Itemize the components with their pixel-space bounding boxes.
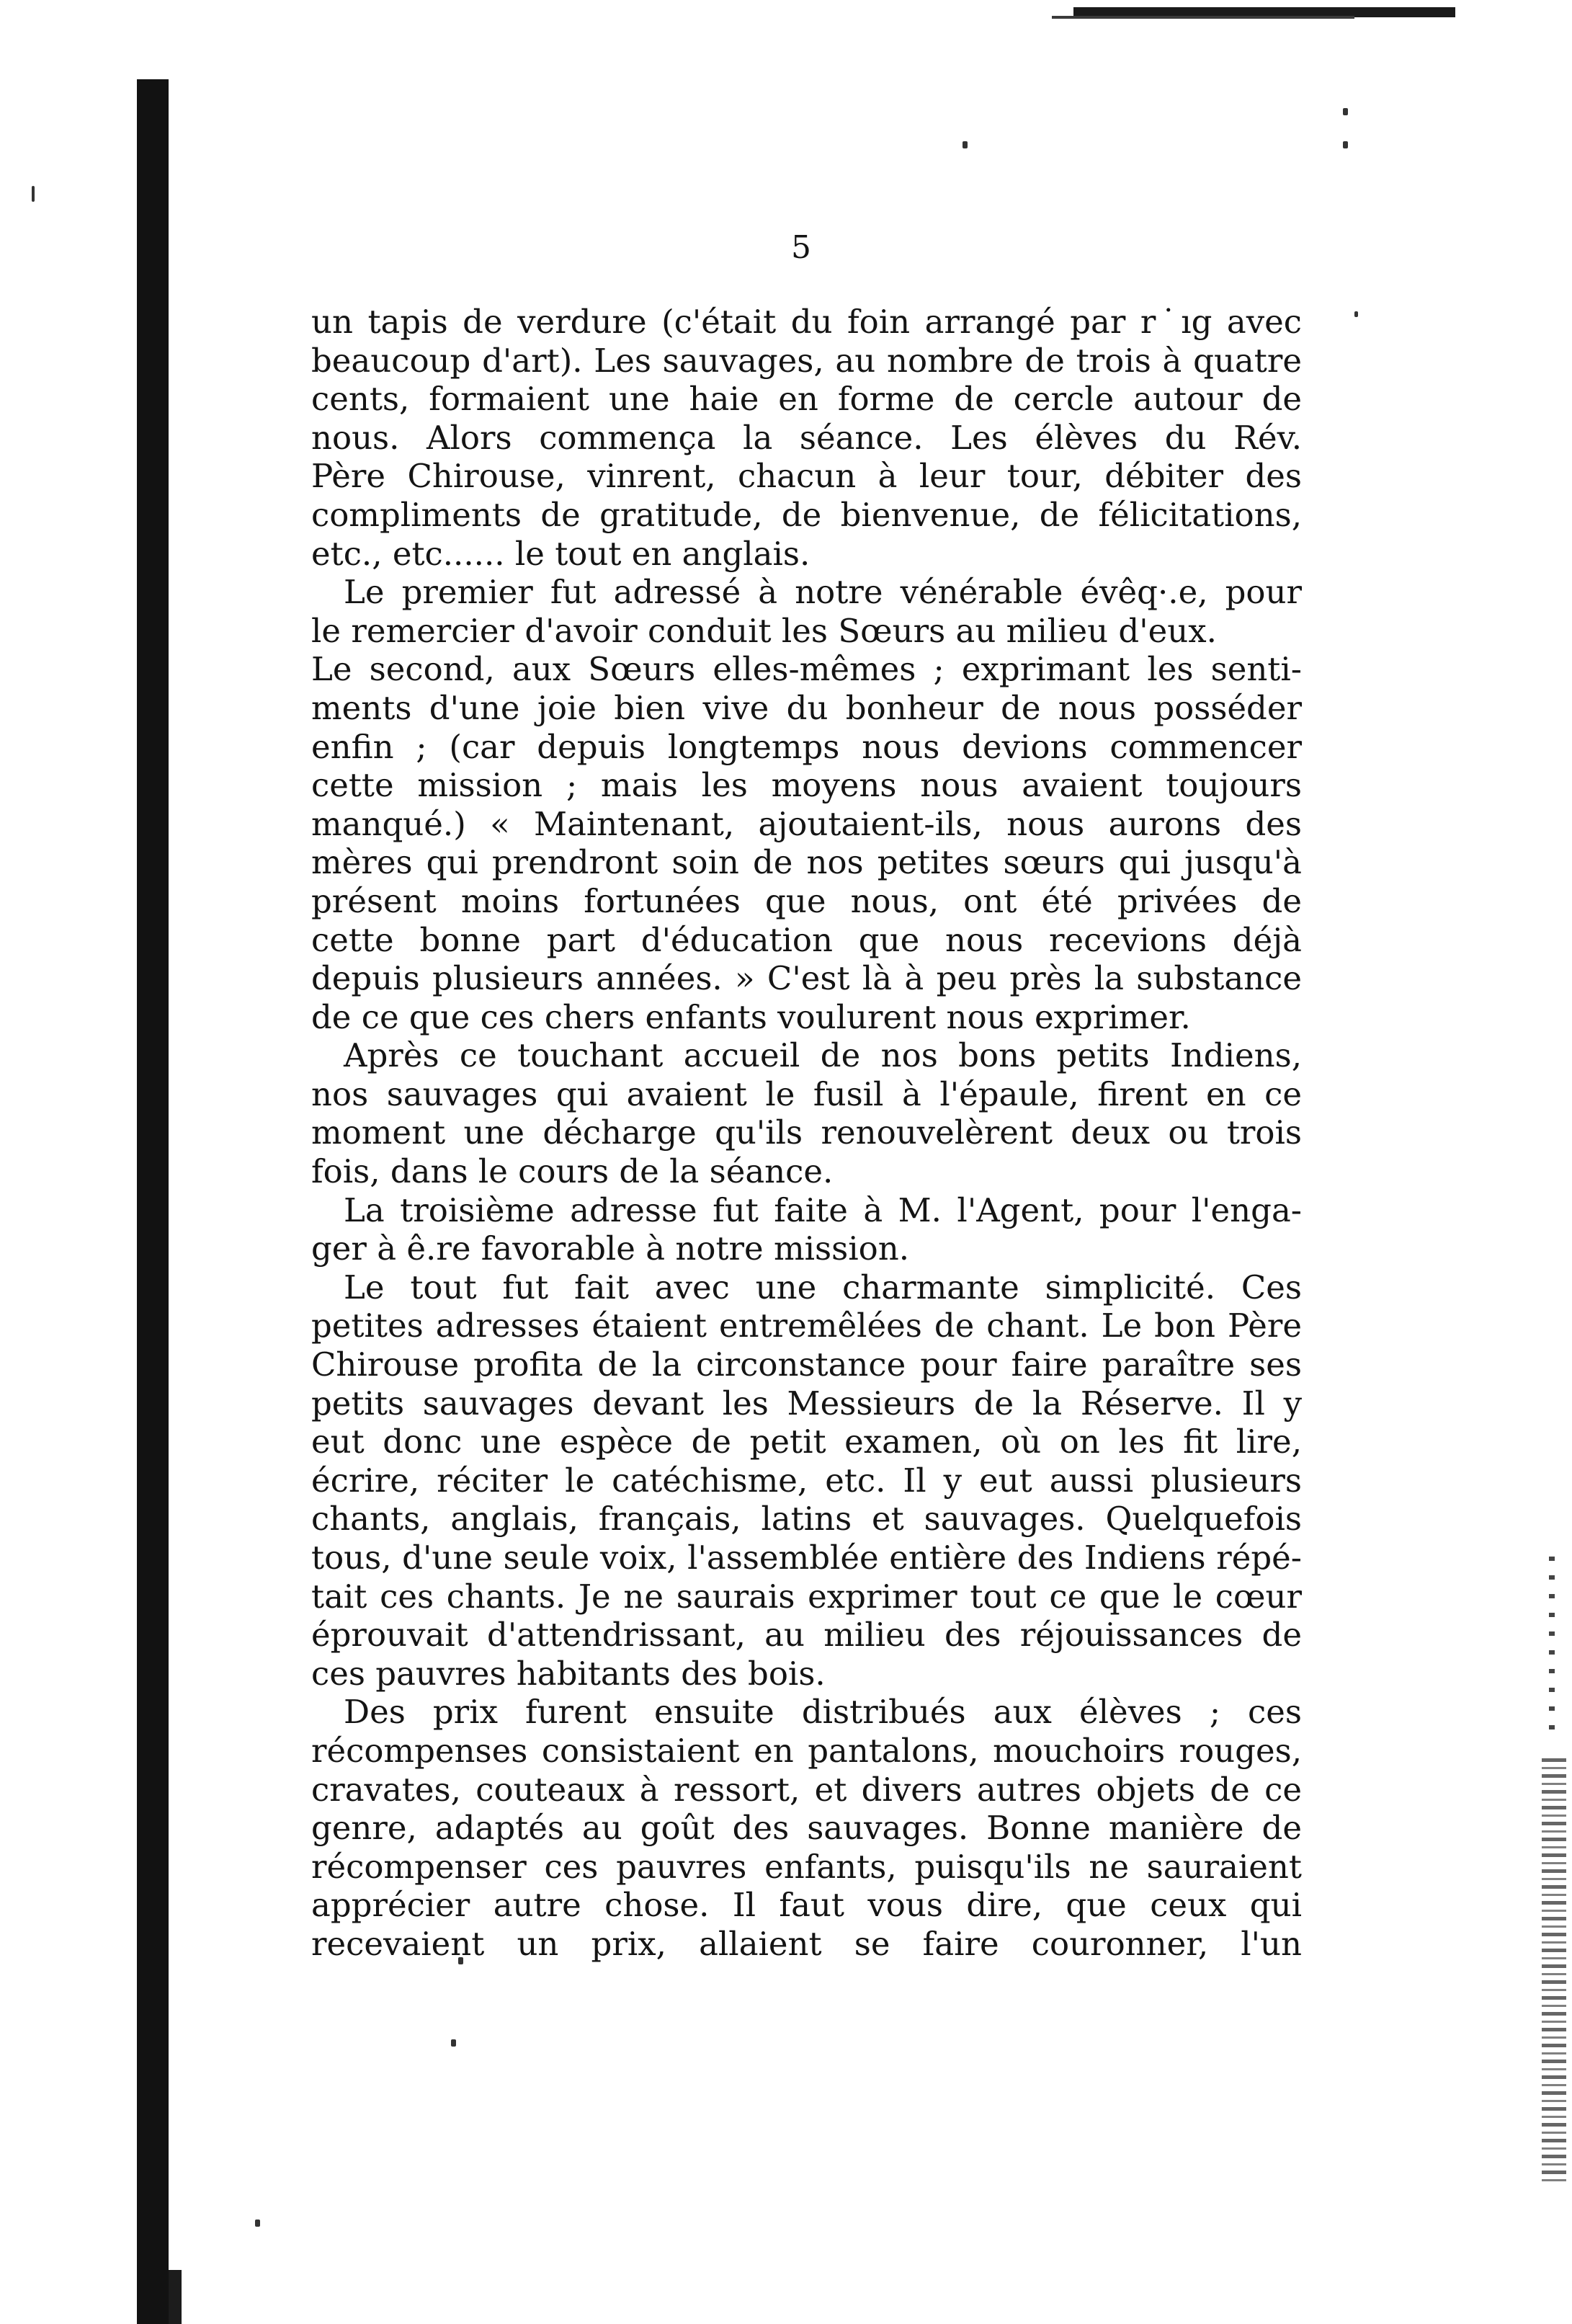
text-line: écrire, réciter le catéchisme, etc. Il y eut aussi plusieurs bbox=[311, 1461, 1302, 1500]
text-line: Des prix furent ensuite distribués aux élèves ; ces bbox=[344, 1693, 1302, 1732]
text-line: mères qui prendront soin de nos petites sœurs qui jusqu'à bbox=[311, 843, 1302, 882]
text-line: de ce que ces chers enfants voulurent nous exprimer. bbox=[311, 997, 1191, 1036]
text-line: cents, formaient une haie en forme de cercle autour de bbox=[311, 380, 1302, 419]
text-line: eut donc une espèce de petit examen, où on les fit lire, bbox=[311, 1423, 1302, 1461]
text-line: tait ces chants. Je ne saurais exprimer tout ce que le cœur bbox=[311, 1577, 1302, 1616]
text-line: cette bonne part d'éducation que nous recevions déjà bbox=[311, 920, 1302, 959]
scan-binding-shadow bbox=[137, 79, 169, 2324]
scan-speck bbox=[963, 141, 968, 148]
text-line: Après ce touchant accueil de nos bons petits Indiens, bbox=[344, 1036, 1302, 1075]
text-line: depuis plusieurs années. » C'est là à peu près la substance bbox=[311, 959, 1302, 998]
scan-speck bbox=[255, 2220, 260, 2227]
text-line: tous, d'une seule voix, l'assemblée entière des Indiens répé- bbox=[311, 1539, 1302, 1577]
text-line: un tapis de verdure (c'était du foin arrangé par r˙ıg avec bbox=[311, 303, 1302, 341]
text-line: Le second, aux Sœurs elles-mêmes ; exprimant les senti- bbox=[311, 650, 1302, 689]
page-number: 5 bbox=[791, 229, 811, 266]
text-line: apprécier autre chose. Il faut vous dire, que ceux qui bbox=[311, 1886, 1302, 1925]
text-line: La troisième adresse fut faite à M. l'Agent, pour l'enga- bbox=[344, 1190, 1302, 1229]
text-line: nous. Alors commença la séance. Les élèves du Rév. bbox=[311, 418, 1302, 457]
text-line: moment une décharge qu'ils renouvelèrent deux ou trois bbox=[311, 1113, 1302, 1152]
text-line: ger à ê.re favorable à notre mission. bbox=[311, 1229, 909, 1268]
text-line: récompenses consistaient en pantalons, mouchoirs rouges, bbox=[311, 1731, 1302, 1770]
scan-binding-shadow-edge bbox=[169, 2270, 182, 2324]
text-line: beaucoup d'art). Les sauvages, au nombre de trois à quatre bbox=[311, 341, 1302, 380]
scan-speck bbox=[1343, 108, 1348, 115]
text-line: le remercier d'avoir conduit les Sœurs au milieu d'eux. bbox=[311, 611, 1217, 650]
scan-speck bbox=[451, 2039, 456, 2047]
text-line: manqué.) « Maintenant, ajoutaient-ils, nous aurons des bbox=[311, 804, 1302, 843]
text-line: ces pauvres habitants des bois. bbox=[311, 1654, 826, 1693]
text-line: compliments de gratitude, de bienvenue, de félicitations, bbox=[311, 495, 1302, 534]
text-line: petits sauvages devant les Messieurs de la Réserve. Il y bbox=[311, 1384, 1302, 1423]
text-line: récompenser ces pauvres enfants, puisqu'ils ne sauraient bbox=[311, 1847, 1302, 1886]
scan-right-edge-dots bbox=[1549, 1557, 1555, 1729]
text-line: Le tout fut fait avec une charmante simplicité. Ces bbox=[344, 1268, 1302, 1306]
text-line: petites adresses étaient entremêlées de chant. Le bon Père bbox=[311, 1306, 1302, 1345]
text-line: chants, anglais, français, latins et sauvages. Quelquefois bbox=[311, 1500, 1302, 1539]
text-line: cette mission ; mais les moyens nous avaient toujours bbox=[311, 766, 1302, 805]
text-line: Chirouse profita de la circonstance pour faire paraître ses bbox=[311, 1345, 1302, 1384]
text-line: Le premier fut adressé à notre vénérable évêq·.e, pour bbox=[344, 573, 1302, 612]
text-line: recevaient un prix, allaient se faire couronner, l'un bbox=[311, 1924, 1302, 1963]
text-line: présent moins fortunées que nous, ont été privées de bbox=[311, 881, 1302, 920]
scan-speck bbox=[1343, 141, 1348, 148]
text-line: ments d'une joie bien vive du bonheur de nous posséder bbox=[311, 688, 1302, 727]
text-line: genre, adaptés au goût des sauvages. Bonne manière de bbox=[311, 1809, 1302, 1848]
scan-top-edge-mark-thin bbox=[1052, 16, 1354, 19]
text-line: éprouvait d'attendrissant, au milieu des réjouissances de bbox=[311, 1616, 1302, 1655]
text-line: cravates, couteaux à ressort, et divers autres objets de ce bbox=[311, 1770, 1302, 1809]
text-line: enfin ; (car depuis longtemps nous devions commencer bbox=[311, 727, 1302, 766]
text-line: Père Chirouse, vinrent, chacun à leur tour, débiter des bbox=[311, 457, 1302, 496]
text-line: fois, dans le cours de la séance. bbox=[311, 1152, 834, 1191]
text-line: etc., etc...... le tout en anglais. bbox=[311, 534, 810, 573]
scan-speck bbox=[1354, 311, 1358, 317]
scan-speck bbox=[32, 186, 35, 202]
scan-right-edge-speckle bbox=[1542, 1758, 1566, 2183]
body-text bbox=[311, 303, 1302, 1964]
text-line: nos sauvages qui avaient le fusil à l'épaule, firent en ce bbox=[311, 1074, 1302, 1113]
